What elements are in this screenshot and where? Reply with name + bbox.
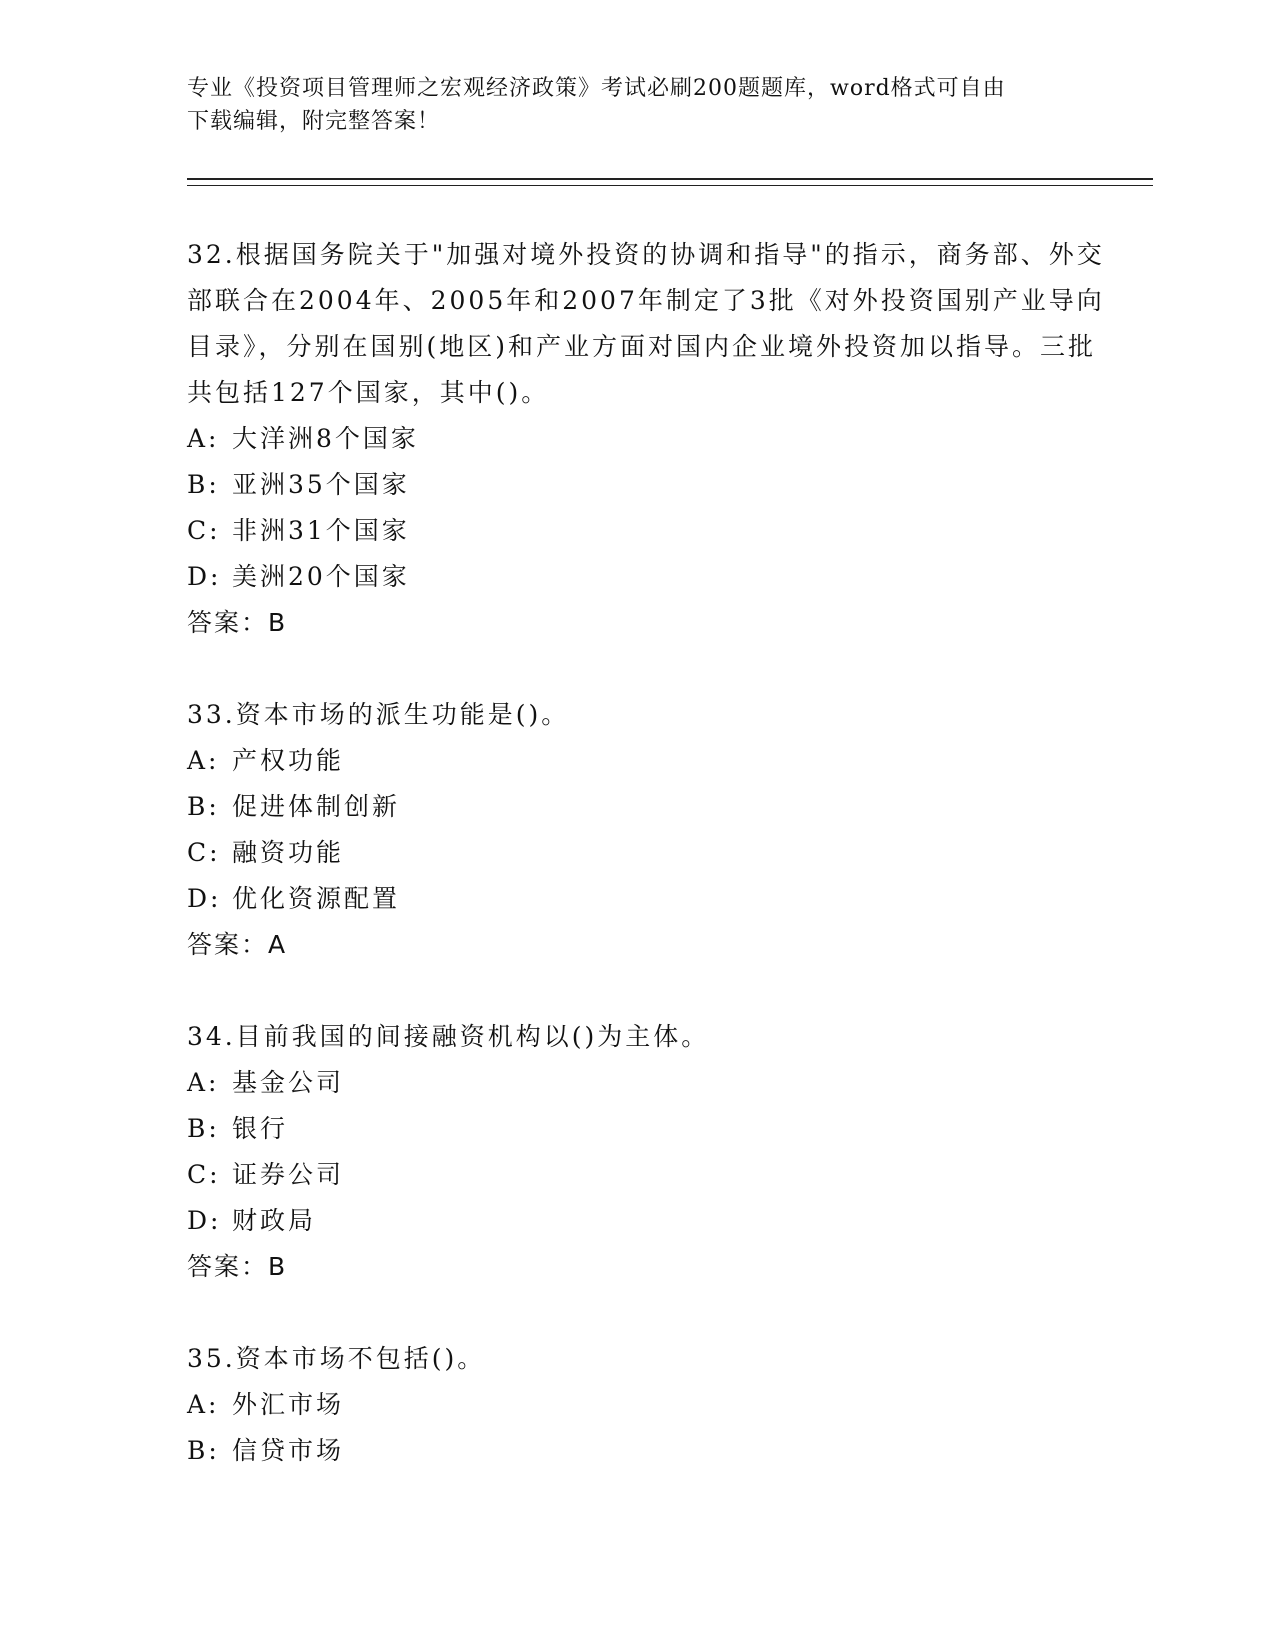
option-text: 亚洲35个国家 [232,470,410,499]
option-a [187,1060,1107,1106]
option-letter: D: [187,884,222,913]
option-b [187,1428,1107,1474]
option-b [187,784,1107,830]
option-text: 证券公司 [232,1160,345,1189]
option-text: 优化资源配置 [232,884,401,913]
option-d [187,554,1107,600]
option-letter: A: [187,1068,220,1097]
option-c [187,1152,1107,1198]
option-letter: B: [187,1114,220,1143]
option-letter: A: [187,424,220,453]
option-a [187,738,1107,784]
option-c [187,830,1107,876]
question-text [187,1336,1107,1382]
option-letter: C: [187,516,221,545]
option-letter: B: [187,1436,220,1465]
option-b [187,462,1107,508]
question-number: 34. [187,1022,236,1051]
option-text: 银行 [232,1114,289,1143]
option-text: 信贷市场 [232,1436,345,1465]
question-35 [187,1336,1107,1474]
header-line-1: 专业《投资项目管理师之宏观经济政策》考试必刷200题题库，word格式可自由 [187,76,1006,101]
option-letter: B: [187,470,220,499]
option-text: 产权功能 [232,746,345,775]
header-divider [187,178,1153,186]
option-b [187,1106,1107,1152]
option-text: 促进体制创新 [232,792,401,821]
question-stem: 根据国务院关于"加强对境外投资的协调和指导"的指示，商务部、外交部联合在2004年、2005年和2007年制定了3批《对外投资国别产业导向目录》，分别在国别(地区)和产业方面对国内企业境外投资加以指导。三批共包括127个国家，其中()。 [187,240,1105,407]
question-32 [187,232,1107,646]
option-text: 非洲31个国家 [232,516,410,545]
question-stem: 目前我国的间接融资机构以()为主体。 [235,1022,710,1051]
question-text [187,1014,1107,1060]
option-a [187,416,1107,462]
question-stem: 资本市场不包括()。 [235,1344,486,1373]
option-d [187,1198,1107,1244]
option-c [187,508,1107,554]
option-text: 外汇市场 [232,1390,345,1419]
option-letter: D: [187,1206,222,1235]
question-number: 32. [187,240,236,269]
answer-line: 答案：A [187,930,288,959]
question-number: 33. [187,700,236,729]
option-text: 财政局 [232,1206,317,1235]
option-a [187,1382,1107,1428]
option-text: 美洲20个国家 [232,562,410,591]
option-letter: D: [187,562,222,591]
option-letter: C: [187,1160,221,1189]
document-header [187,72,1087,138]
question-list [187,232,1107,1520]
answer-line: 答案：B [187,1252,288,1281]
question-stem: 资本市场的派生功能是()。 [235,700,570,729]
option-text: 融资功能 [232,838,345,867]
question-text [187,232,1107,416]
option-letter: C: [187,838,221,867]
option-letter: A: [187,1390,220,1419]
option-letter: A: [187,746,220,775]
header-line-2: 下载编辑，附完整答案！ [187,109,441,134]
answer-line: 答案：B [187,608,288,637]
option-letter: B: [187,792,220,821]
option-text: 大洋洲8个国家 [232,424,419,453]
question-34 [187,1014,1107,1290]
option-d [187,876,1107,922]
option-text: 基金公司 [232,1068,345,1097]
question-text [187,692,1107,738]
question-number: 35. [187,1344,236,1373]
question-33 [187,692,1107,968]
